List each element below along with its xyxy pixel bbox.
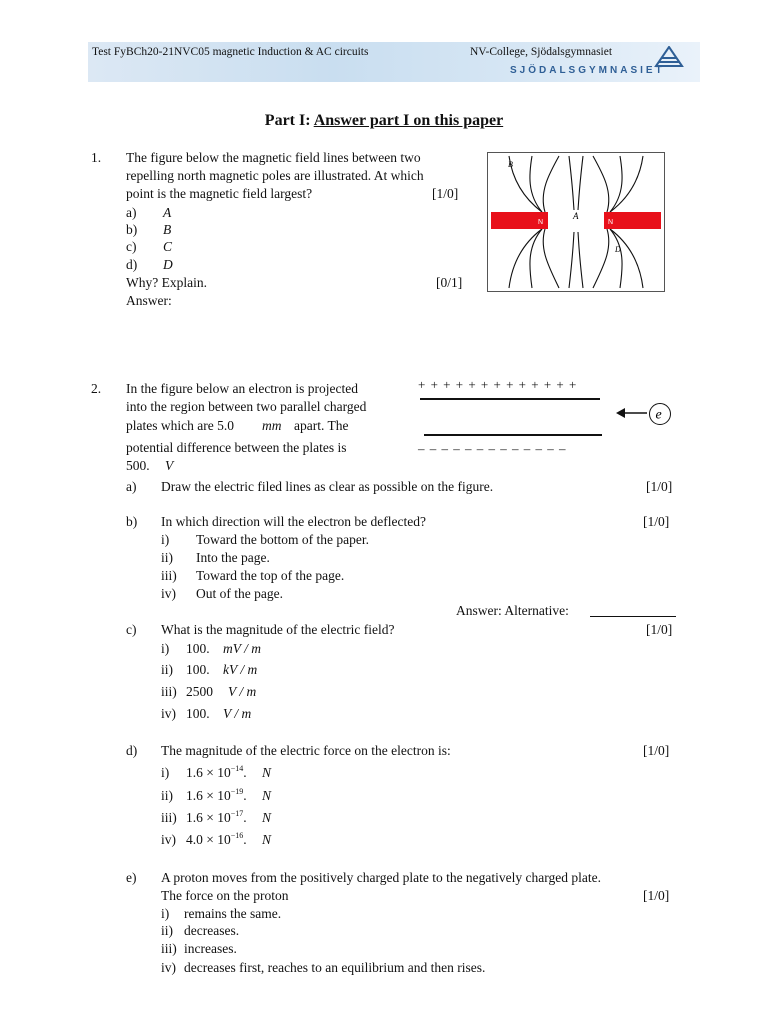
q2d-option-unit: N (262, 810, 272, 825)
q2e-option-text: increases. (184, 941, 237, 956)
q1-option-label: c) (126, 239, 137, 254)
q2b-option-label: i) (161, 532, 170, 547)
q1-option-value: C (163, 239, 173, 254)
q2b-option-label: iii) (161, 568, 177, 583)
q2e-option-label: i) (161, 906, 170, 921)
q2-number: 2. (91, 381, 102, 396)
q2d-option-exponent: −17 (230, 809, 244, 818)
q2d-option-unit: N (262, 765, 272, 780)
q2d-option-label: i) (161, 765, 170, 780)
q2d-option-exponent: −16 (230, 831, 244, 840)
q2a-label: a) (126, 479, 137, 494)
q1-option-value: D (163, 257, 173, 272)
q2b-option-label: ii) (161, 550, 173, 565)
q2-voltage-value: 500. (126, 458, 150, 473)
q2c-option-value: 100. (186, 641, 210, 656)
q1-why: Why? Explain. (126, 275, 207, 290)
q2d-option-mantissa: 1.6 × 10 (186, 765, 231, 780)
q1-text-line: repelling north magnetic poles are illustrated. At which (126, 168, 424, 183)
q1-option-value: A (163, 205, 172, 220)
positive-charges: + + + + + + + + + + + + + (418, 377, 578, 392)
q2d-option-label: iii) (161, 810, 177, 825)
q2b-option-text: Toward the bottom of the paper. (196, 532, 370, 547)
electron-icon (648, 402, 672, 426)
arrow-left-icon (616, 406, 648, 420)
q2d-option-mantissa: 1.6 × 10 (186, 810, 231, 825)
q2c-option-value: 100. (186, 706, 210, 721)
header-right-text: NV-College, Sjödalsgymnasiet (470, 46, 613, 58)
q2c-option-label: iv) (161, 706, 176, 721)
q2-text-line: plates which are 5.0 (126, 418, 234, 433)
header-left-text: Test FyBCh20-21NVC05 magnetic Induction & AC circuits (92, 46, 369, 58)
q2e-text: A proton moves from the positively charged plate to the negatively charged plate. (161, 870, 602, 885)
q2d-option-value: $1.6 \times 10^{-19}$. (186, 787, 247, 803)
q1-text-line: The figure below the magnetic field lines between two (126, 150, 421, 165)
q2e-text: The force on the proton (161, 888, 289, 903)
q1-points: [1/0] (432, 186, 459, 201)
q2b-answer-blank[interactable] (590, 616, 676, 617)
q2-text-apart: apart. The (294, 418, 349, 433)
q2d-option-unit: N (262, 832, 272, 847)
q2d-option-value: $1.6 \times 10^{-17}$. (186, 809, 247, 825)
q1-option-label: b) (126, 222, 138, 237)
q2b-points: [1/0] (643, 514, 670, 529)
q2e-option-text: remains the same. (184, 906, 282, 921)
q2e-option-label: iii) (161, 941, 177, 956)
q2c-option-label: ii) (161, 662, 173, 677)
q2a-text: Draw the electric filed lines as clear as possible on the figure. (161, 479, 494, 494)
q2d-option-value: $4.0 \times 10^{-16}$. (186, 831, 247, 847)
school-logo-text: SJÖDALSGYMNASIET (510, 65, 665, 76)
q2d-option-label: ii) (161, 788, 173, 803)
q2e-label: e) (126, 870, 137, 885)
q2c-option-label: i) (161, 641, 170, 656)
point-b-label: B (508, 160, 513, 169)
school-logo-icon (654, 46, 684, 68)
q2c-label: c) (126, 622, 137, 637)
part-title-prefix: Part I: (264, 112, 311, 129)
q2d-option-unit: N (262, 788, 272, 803)
q2e-option-label: ii) (161, 923, 173, 938)
q2-text-line: In the figure below an electron is projected (126, 381, 359, 396)
q2d-option-value: $1.6 \times 10^{-14}$. (186, 764, 247, 780)
q2c-option-label: iii) (161, 684, 177, 699)
positive-plate (420, 398, 600, 400)
q2b-option-text: Out of the page. (196, 586, 283, 601)
q2e-option-label: iv) (161, 960, 176, 975)
q2c-option-unit: kV / m (223, 662, 258, 677)
q2d-option-exponent: −19 (230, 787, 244, 796)
q1-text-line: point is the magnetic field largest? (126, 186, 313, 201)
q2b-option-text: Toward the top of the page. (196, 568, 345, 583)
q2-text-line: potential difference between the plates is (126, 440, 347, 455)
q2d-option-mantissa: 1.6 × 10 (186, 788, 231, 803)
q2e-option-text: decreases first, reaches to an equilibrium and then rises. (184, 960, 486, 975)
q2d-text: The magnitude of the electric force on the electron is: (161, 743, 451, 758)
q2c-option-unit: V / m (223, 706, 252, 721)
negative-charges: – – – – – – – – – – – – – (418, 441, 567, 456)
q2c-points: [1/0] (646, 622, 673, 637)
q2c-option-value: 2500 (186, 684, 213, 699)
magnetic-field-figure (487, 152, 665, 292)
q2d-option-label: iv) (161, 832, 176, 847)
q2d-points: [1/0] (643, 743, 670, 758)
q2-voltage-unit: V (165, 458, 174, 473)
q1-why-points: [0/1] (436, 275, 463, 290)
header-banner (88, 42, 700, 82)
part-title-instruction: Answer part I on this paper (313, 112, 504, 129)
q2d-option-exponent: −14 (230, 764, 244, 773)
negative-plate (424, 434, 602, 436)
q2d-option-mantissa: 4.0 × 10 (186, 832, 231, 847)
q2c-option-unit: V / m (228, 684, 257, 699)
q1-option-value: B (163, 222, 172, 237)
q2b-label: b) (126, 514, 138, 529)
q2e-points: [1/0] (643, 888, 670, 903)
q1-option-label: d) (126, 257, 138, 272)
pole-right-label: N (608, 219, 614, 226)
q1-option-label: a) (126, 205, 137, 220)
electron-label: e (655, 407, 662, 423)
part-title (0, 111, 768, 130)
point-a-label: A (573, 211, 579, 221)
q1-number: 1. (91, 150, 102, 165)
point-d-label: D (615, 245, 621, 254)
q2e-option-text: decreases. (184, 923, 240, 938)
q2a-points: [1/0] (646, 479, 673, 494)
q2c-text: What is the magnitude of the electric field? (161, 622, 395, 637)
q2b-text: In which direction will the electron be deflected? (161, 514, 427, 529)
q2b-answer-label: Answer: Alternative: (456, 603, 569, 618)
q2c-option-value: 100. (186, 662, 210, 677)
q2c-option-unit: mV / m (223, 641, 262, 656)
q2b-option-text: Into the page. (196, 550, 270, 565)
q2-text-line: into the region between two parallel charged (126, 399, 367, 414)
pole-left-label: N (538, 219, 544, 226)
q2-unit-mm: mm (262, 418, 282, 433)
q2b-option-label: iv) (161, 586, 176, 601)
q1-answer-label: Answer: (126, 293, 172, 308)
q2d-label: d) (126, 743, 138, 758)
